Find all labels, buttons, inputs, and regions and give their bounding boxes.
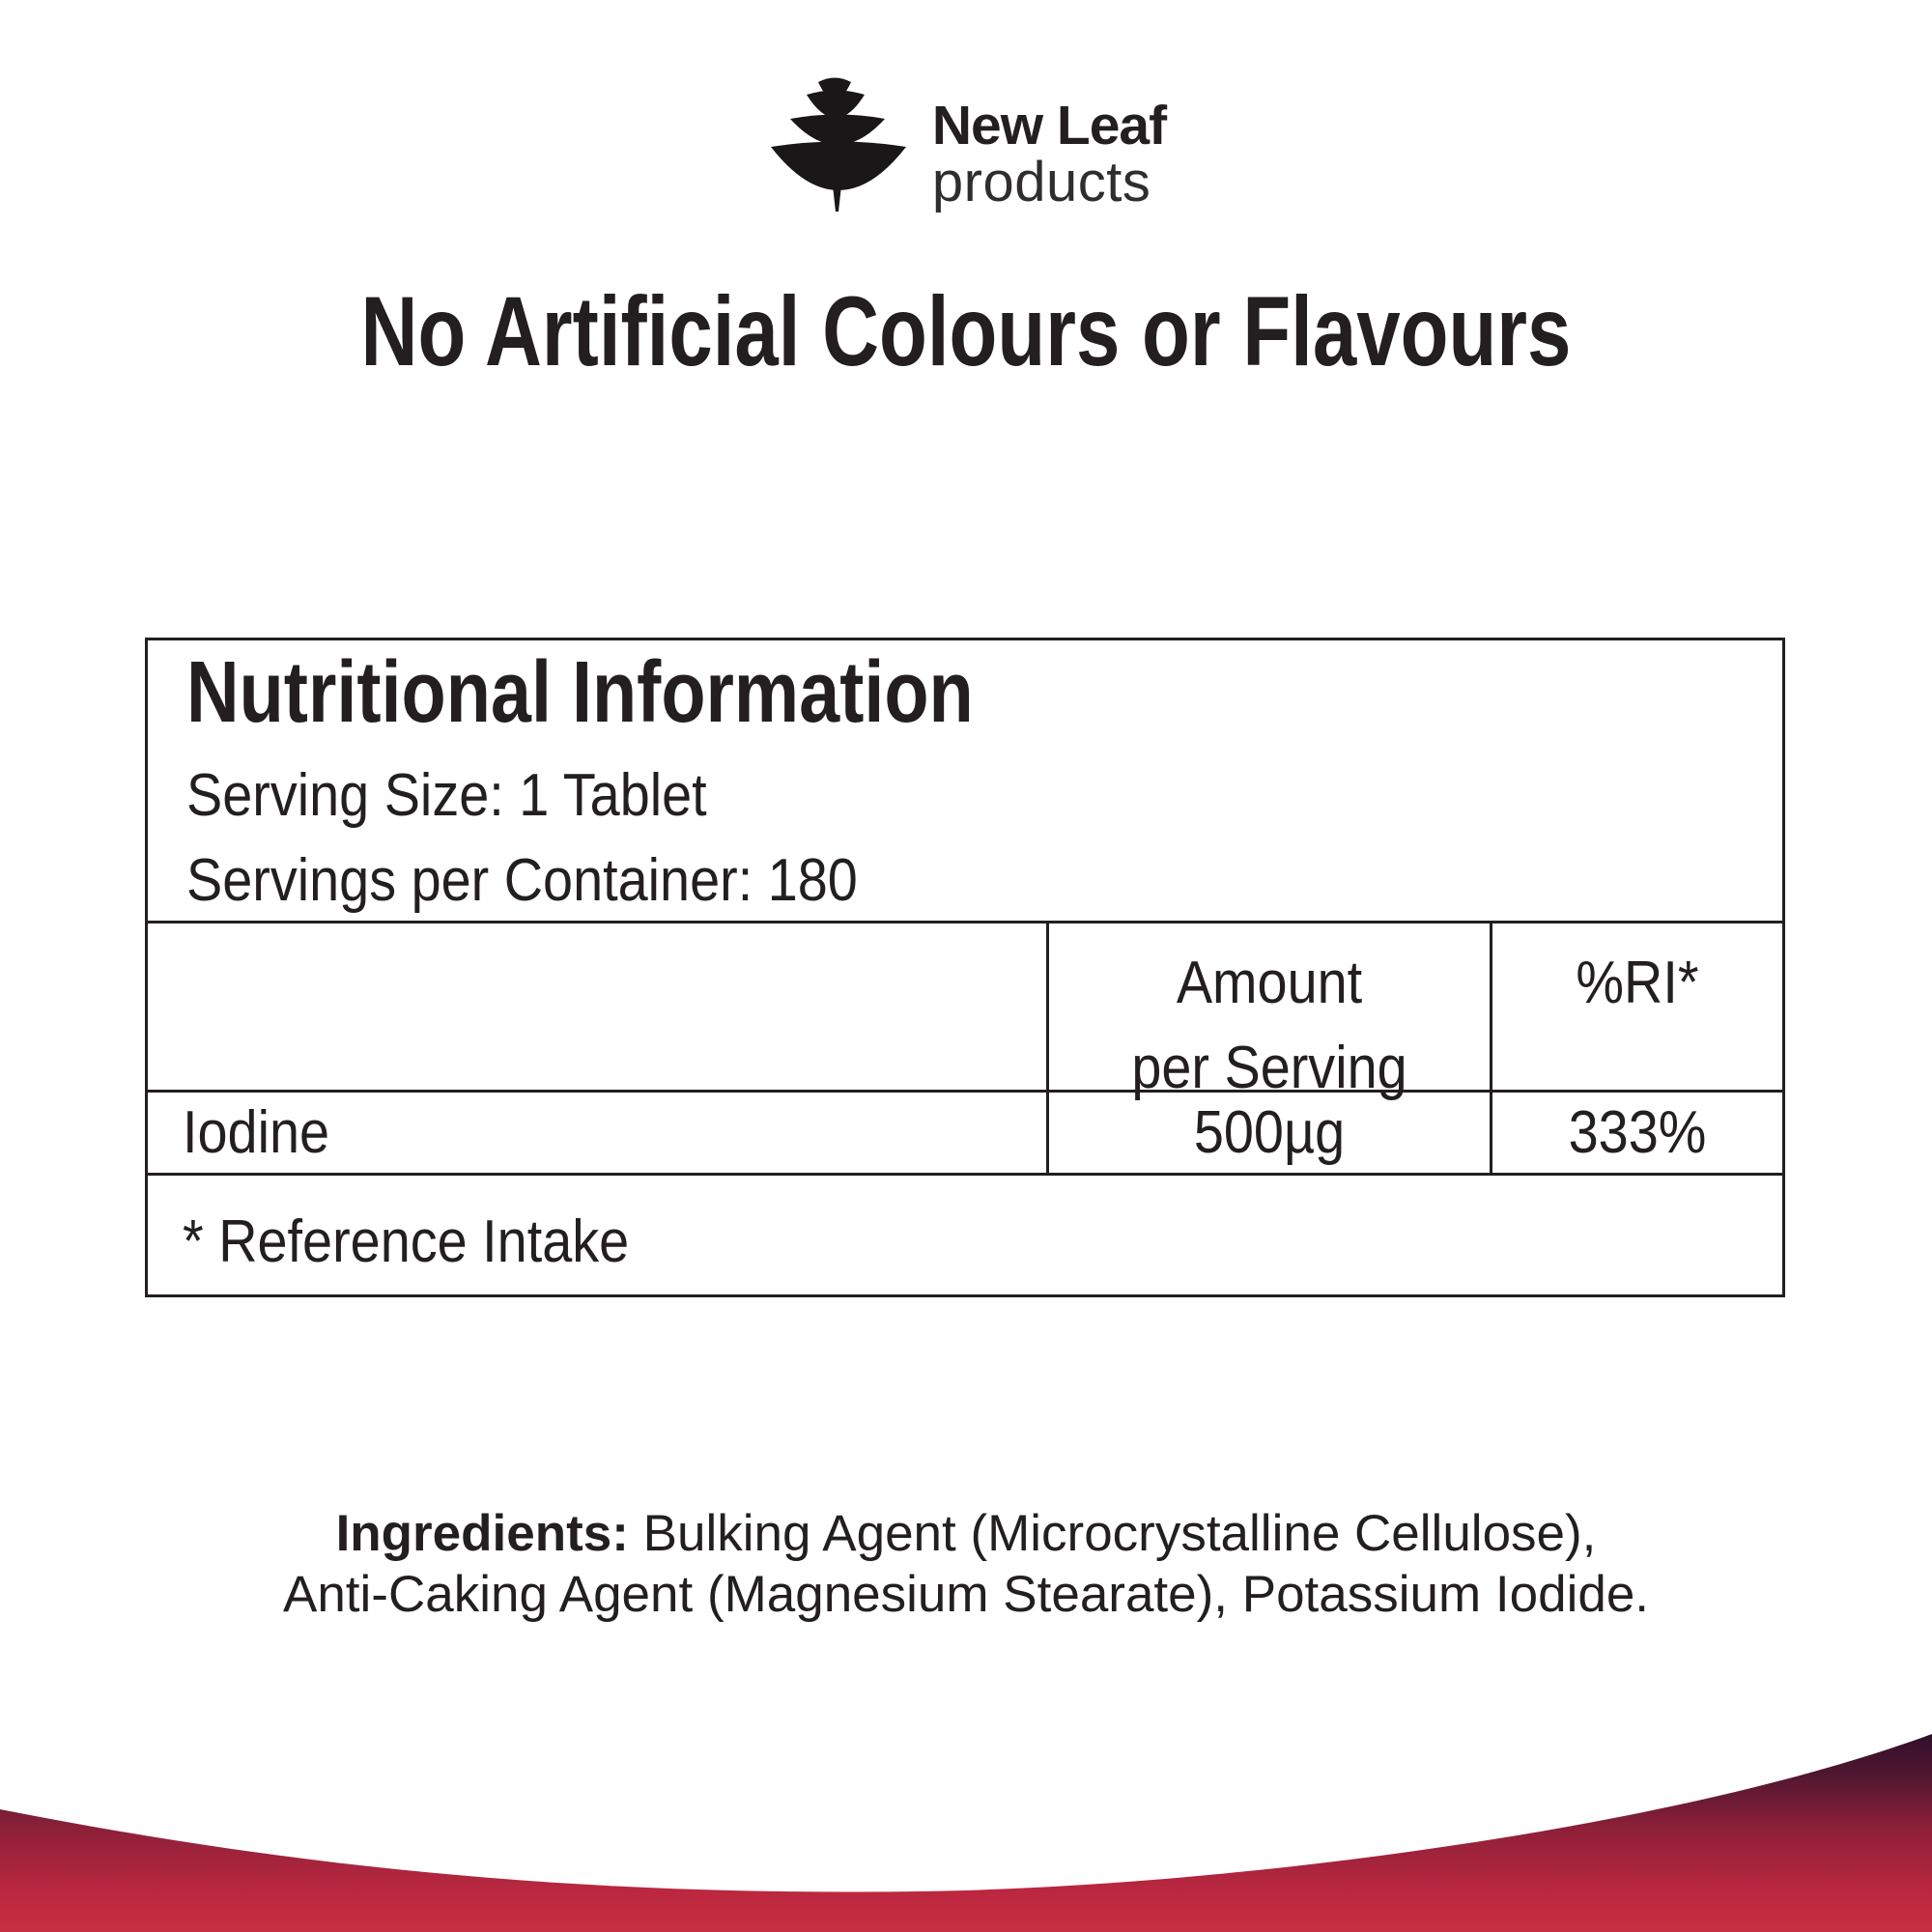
- nutrient-amount: 500µg: [1193, 1099, 1346, 1166]
- brand-subname: products: [931, 151, 1151, 213]
- ingredients-label: Ingredients:: [335, 1505, 629, 1562]
- red-wave-shape: [0, 1734, 1932, 1932]
- leaf-tree-icon: [766, 73, 911, 213]
- claim-headline: No Artificial Colours or Flavours: [360, 276, 1572, 386]
- column-header-blank-cell: [148, 923, 1049, 1090]
- ingredients-line1-rest: Bulking Agent (Microcrystalline Cellulose),: [628, 1505, 1597, 1562]
- brand-wordmark: [932, 68, 1166, 211]
- ingredients-line1: [336, 1505, 1597, 1562]
- nutrition-title: Nutritional Information: [186, 644, 974, 741]
- nutrition-column-header-row: [148, 923, 1782, 1101]
- ingredients-text: [0, 1503, 1932, 1625]
- nutrient-row-iodine: [148, 1093, 1782, 1176]
- nutrient-name: Iodine: [183, 1099, 330, 1166]
- ingredients-line2: Anti-Caking Agent (Magnesium Stearate), Potassium Iodide.: [282, 1566, 1650, 1623]
- brand-logo: [0, 68, 1932, 213]
- nutrient-ri-cell: [1492, 1093, 1782, 1173]
- nutrient-ri: 333%: [1568, 1099, 1707, 1166]
- reference-intake-footnote: * Reference Intake: [183, 1208, 630, 1275]
- column-header-amount: [1071, 923, 1467, 1111]
- nutrition-table-header-section: [148, 640, 1782, 923]
- amount-header-line2: per Serving: [1131, 1035, 1407, 1101]
- serving-size: Serving Size: 1 Tablet: [186, 762, 707, 829]
- column-header-ri-cell: [1492, 923, 1782, 1090]
- nutrient-amount-cell: [1049, 1093, 1492, 1173]
- brand-name: New Leaf: [931, 95, 1167, 156]
- column-header-amount-cell: [1049, 923, 1492, 1101]
- nutrition-table: [145, 638, 1785, 1297]
- nutrition-footnote-row: [148, 1176, 1782, 1294]
- ri-header: %RI*: [1576, 950, 1699, 1016]
- servings-per-container: Servings per Container: 180: [186, 847, 858, 914]
- amount-header-line1: Amount: [1176, 950, 1363, 1016]
- nutrient-name-cell: [148, 1093, 1049, 1173]
